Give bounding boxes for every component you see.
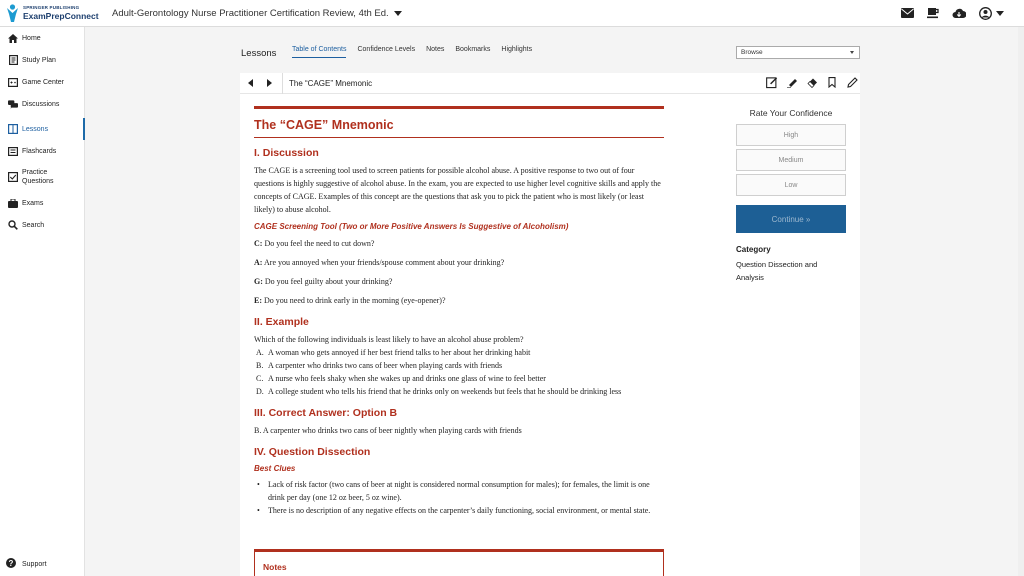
- sidebar-item-game-center[interactable]: [0, 71, 84, 93]
- logo-figure-icon: [6, 3, 19, 23]
- lesson-tabs: [292, 46, 532, 58]
- option-item: B. A carpenter who drinks two cans of beer when playing cards with friends: [256, 361, 503, 370]
- sidebar: [0, 27, 85, 576]
- sidebar-item-label: Home: [22, 34, 41, 42]
- highlighter-icon[interactable]: [786, 76, 798, 88]
- notes-box[interactable]: [254, 549, 664, 576]
- sidebar-item-lessons[interactable]: [0, 118, 84, 140]
- title-rule: [254, 106, 664, 109]
- practice-icon: [8, 172, 18, 182]
- lessons-label: Lessons: [241, 48, 277, 59]
- continue-button[interactable]: Continue »: [736, 205, 846, 233]
- sidebar-item-label: Search: [22, 221, 45, 229]
- sidebar-item-label: Study Plan: [22, 56, 56, 64]
- sidebar-item-exams[interactable]: [0, 192, 84, 214]
- discussion-text: The CAGE is a screening tool used to screen patients for possible alcohol abuse. A positive response to two out of four questions is highly suggestive of alcohol abuse. In the exam, you are expected to use higher level cognitive skills and apply the concepts of CAGE. Examples of this concept are the questions that ask you to pick the patient who is most likely (or least likely) to abuse alcohol.: [254, 166, 661, 214]
- pencil-icon[interactable]: [846, 76, 858, 88]
- cage-item-g: G: Do you feel guilty about your drinking?: [254, 277, 393, 286]
- help-icon: [6, 558, 16, 570]
- cage-item-a: A: Are you annoyed when your friends/spouse comment about your drinking?: [254, 258, 505, 267]
- chevron-down-icon: [394, 11, 402, 16]
- sidebar-item-discussions[interactable]: [0, 93, 84, 115]
- next-arrow-icon[interactable]: [264, 78, 274, 88]
- example-question: Which of the following individuals is least likely to have an alcohol abuse problem?: [254, 335, 524, 344]
- book-icon: [8, 124, 18, 134]
- sidebar-item-study-plan[interactable]: [0, 49, 84, 71]
- browse-select[interactable]: [736, 46, 860, 59]
- game-icon: [8, 77, 18, 87]
- category-value: Question Dissection and Analysis: [736, 260, 818, 282]
- coffee-icon[interactable]: [926, 6, 940, 20]
- tab-confidence-levels[interactable]: Confidence Levels: [357, 46, 416, 53]
- eraser-icon[interactable]: [806, 76, 818, 88]
- lesson-article: [254, 106, 664, 517]
- option-item: D. A college student who tells his friend that he drinks only on weekends but feels that he should be drinking less: [256, 387, 622, 396]
- note-edit-icon[interactable]: [766, 76, 778, 88]
- confidence-panel: [736, 105, 846, 284]
- sidebar-item-label-2: Questions: [22, 178, 54, 185]
- clues-list: [254, 478, 664, 517]
- logo-publisher: SPRINGER PUBLISHING: [23, 5, 80, 10]
- notes-label: Notes: [263, 562, 287, 572]
- example-heading: II. Example: [254, 316, 309, 328]
- book-title-dropdown[interactable]: [112, 8, 402, 19]
- cards-icon: [8, 146, 18, 156]
- logo[interactable]: [0, 0, 108, 27]
- list-item: • Lack of risk factor (two cans of beer at night is considered normal consumption for males); for females, the limit is one drink per day (one 12 oz beer, 5 oz wine).: [266, 478, 664, 504]
- page-scrollbar[interactable]: [1018, 27, 1024, 576]
- example-options: [254, 346, 664, 398]
- chat-icon: [8, 99, 18, 109]
- tab-table-of-contents[interactable]: Table of Contents: [292, 46, 346, 58]
- chevron-down-icon: [850, 51, 854, 54]
- user-menu[interactable]: [978, 6, 1004, 20]
- sidebar-item-label: Game Center: [22, 78, 65, 86]
- confidence-medium-button[interactable]: Medium: [736, 149, 846, 171]
- cage-item-c: C: Do you feel the need to cut down?: [254, 239, 375, 248]
- envelope-icon[interactable]: [900, 6, 914, 20]
- best-clues-heading: Best Clues: [254, 464, 296, 473]
- tab-highlights[interactable]: Highlights: [501, 46, 533, 53]
- sidebar-item-label: Lessons: [22, 125, 49, 133]
- confidence-title: Rate Your Confidence: [749, 108, 833, 118]
- breadcrumb: The “CAGE” Mnemonic: [282, 73, 372, 94]
- browse-select-value: Browse: [741, 49, 763, 56]
- screening-tool-heading: CAGE Screening Tool (Two or More Positive Answers Is Suggestive of Alcoholism): [254, 222, 569, 231]
- book-title: Adult-Gerontology Nurse Practitioner Certification Review, 4th Ed.: [112, 7, 389, 19]
- sidebar-item-label: Discussions: [22, 100, 60, 108]
- top-bar: [0, 0, 1024, 27]
- logo-product: ExamPrepConnect: [23, 10, 99, 21]
- sidebar-item-label: Exams: [22, 199, 44, 207]
- home-icon: [8, 33, 18, 43]
- exam-icon: [8, 198, 18, 208]
- sidebar-item-flashcards[interactable]: [0, 140, 84, 162]
- notebook-icon: [8, 55, 18, 65]
- category-label: Category: [736, 245, 771, 254]
- confidence-low-button[interactable]: Low: [736, 174, 846, 196]
- option-item: A. A woman who gets annoyed if her best friend talks to her about her drinking habit: [256, 348, 531, 357]
- list-item: • There is no description of any negative effects on the carpenter’s daily functioning, social environment, or mental state.: [266, 504, 664, 517]
- svg-text:?: ?: [8, 559, 14, 568]
- option-item: C. A nurse who feels shaky when she wakes up and drinks one glass of wine to feel better: [256, 374, 546, 383]
- discussion-heading: I. Discussion: [254, 147, 319, 159]
- lesson-toolbar: [240, 73, 860, 94]
- answer-heading: III. Correct Answer: Option B: [254, 407, 398, 419]
- bookmark-icon[interactable]: [826, 76, 838, 88]
- dissection-heading: IV. Question Dissection: [254, 446, 371, 458]
- sidebar-item-label: Flashcards: [22, 147, 57, 155]
- sidebar-item-practice-questions[interactable]: [0, 162, 84, 192]
- search-icon: [8, 220, 18, 230]
- answer-text: B. A carpenter who drinks two cans of beer nightly when playing cards with friends: [254, 426, 522, 435]
- support-label: Support: [22, 560, 47, 568]
- cloud-download-icon[interactable]: [952, 6, 966, 20]
- support-link[interactable]: [6, 558, 47, 570]
- previous-arrow-icon[interactable]: [246, 78, 256, 88]
- sidebar-item-home[interactable]: [0, 27, 84, 49]
- sidebar-item-search[interactable]: [0, 214, 84, 236]
- sidebar-item-label: Practice: [22, 169, 48, 176]
- tab-notes[interactable]: Notes: [426, 46, 445, 53]
- user-circle-icon: [979, 7, 992, 20]
- tab-bookmarks[interactable]: Bookmarks: [455, 46, 491, 53]
- confidence-high-button[interactable]: High: [736, 124, 846, 146]
- chevron-down-icon: [996, 11, 1004, 16]
- cage-item-e: E: Do you need to drink early in the morning (eye-opener)?: [254, 296, 446, 305]
- page-title: The “CAGE” Mnemonic: [254, 118, 664, 138]
